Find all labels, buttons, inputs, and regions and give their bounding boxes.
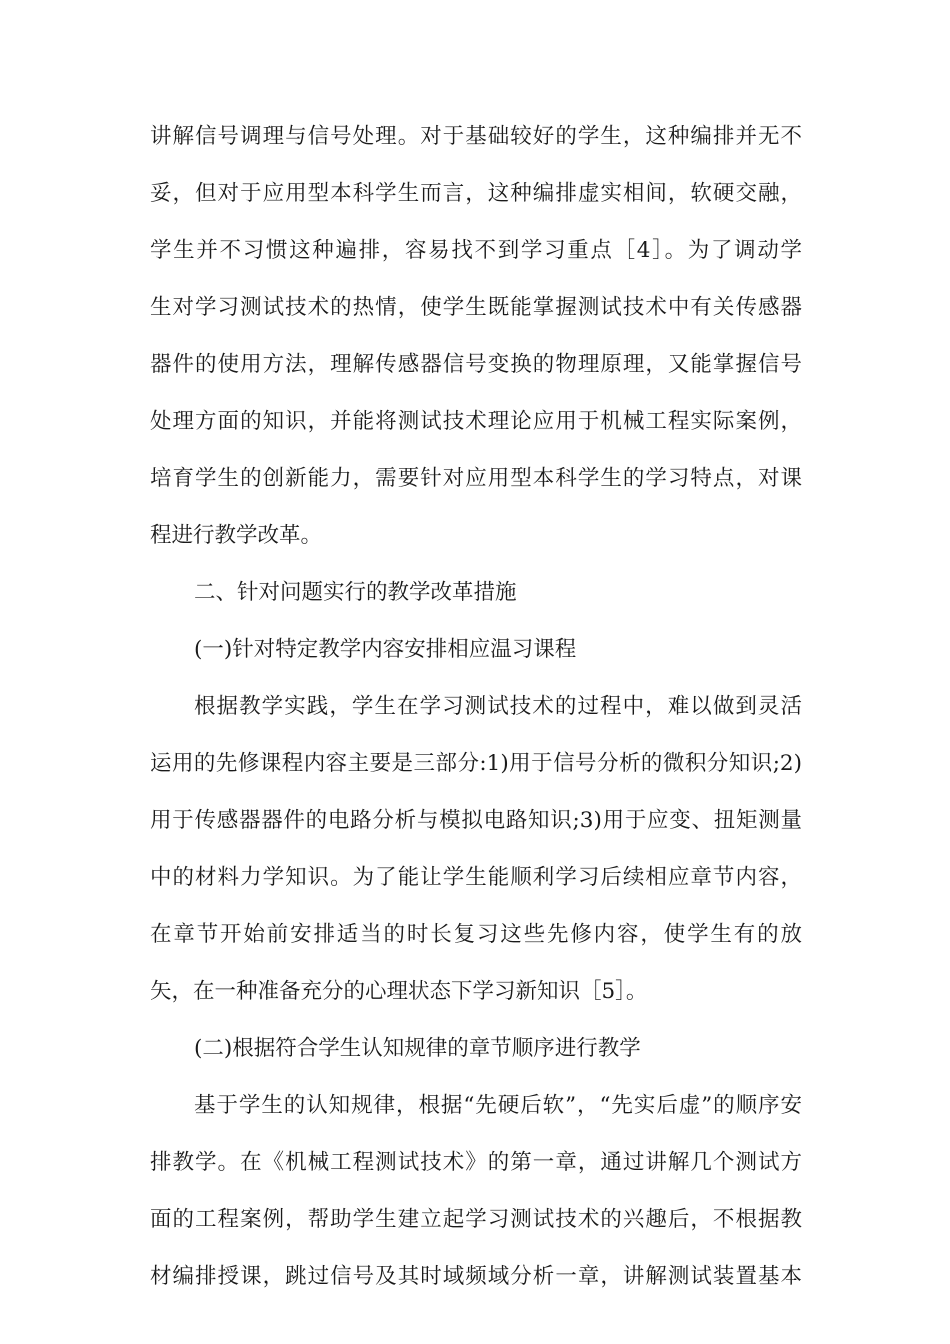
text-line: 中的材料力学知识。为了能让学生能顺利学习后续相应章节内容，: [150, 865, 802, 890]
section-heading: 二、针对问题实行的教学改革措施: [194, 580, 517, 605]
text-line: 在章节开始前安排适当的时长复习这些先修内容，使学生有的放: [150, 922, 802, 947]
document-body: [150, 108, 802, 1305]
text-line: 妥，但对于应用型本科学生而言，这种编排虚实相间，软硬交融，: [150, 181, 802, 206]
text-line: 面的工程案例，帮助学生建立起学习测试技术的兴趣后，不根据教: [150, 1207, 802, 1232]
subsection-heading: (一)针对特定教学内容安排相应温习课程: [194, 637, 577, 662]
text-line: 根据教学实践，学生在学习测试技术的过程中，难以做到灵活: [194, 694, 802, 719]
text-line: 讲解信号调理与信号处理。对于基础较好的学生，这种编排并无不: [150, 124, 802, 149]
text-line: 处理方面的知识，并能将测试技术理论应用于机械工程实际案例，: [150, 409, 802, 434]
text-line: 排教学。在《机械工程测试技术》的第一章，通过讲解几个测试方: [150, 1150, 802, 1175]
text-line: 学生并不习惯这种遍排，容易找不到学习重点［4］。为了调动学: [150, 238, 802, 263]
text-line: 运用的先修课程内容主要是三部分:1)用于信号分析的微积分知识;2): [150, 751, 802, 776]
text-line: 用于传感器器件的电路分析与模拟电路知识;3)用于应变、扭矩测量: [150, 808, 802, 833]
text-line: 程进行教学改革。: [150, 523, 323, 548]
text-line: 基于学生的认知规律，根据“先硬后软”，“先实后虚”的顺序安: [194, 1093, 802, 1118]
text-line: 培育学生的创新能力，需要针对应用型本科学生的学习特点，对课: [150, 466, 802, 491]
text-line: 材编排授课，跳过信号及其时域频域分析一章，讲解测试装置基本: [150, 1264, 802, 1289]
text-line: 矢，在一种准备充分的心理状态下学习新知识［5］。: [150, 979, 648, 1004]
text-line: 器件的使用方法，理解传感器信号变换的物理原理，又能掌握信号: [150, 352, 802, 377]
subsection-heading: (二)根据符合学生认知规律的章节顺序进行教学: [194, 1036, 641, 1061]
text-line: 生对学习测试技术的热情，使学生既能掌握测试技术中有关传感器: [150, 295, 802, 320]
